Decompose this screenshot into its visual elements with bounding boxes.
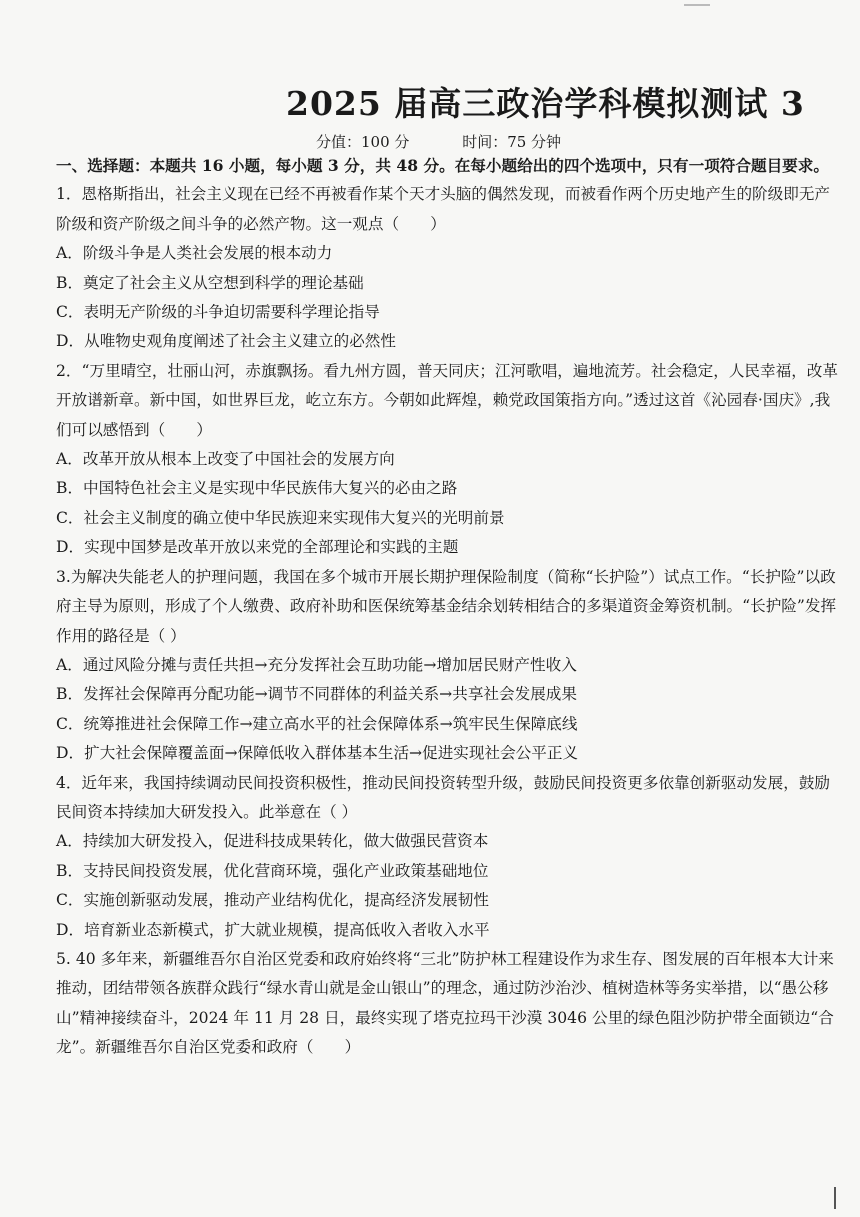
option-b: B．中国特色社会主义是实现中华民族伟大复兴的必由之路 <box>56 479 458 498</box>
scan-artifact <box>684 4 710 6</box>
option-c: C．实施创新驱动发展，推动产业结构优化，提高经济发展韧性 <box>56 891 489 910</box>
option-b: B．发挥社会保障再分配功能→调节不同群体的利益关系→共享社会发展成果 <box>56 685 577 704</box>
option-a: A．改革开放从根本上改变了中国社会的发展方向 <box>56 450 395 469</box>
option-b: B．奠定了社会主义从空想到科学的理论基础 <box>56 273 364 292</box>
option-a: A．通过风险分摊与责任共担→充分发挥社会互助功能→增加居民财产性收入 <box>56 655 577 674</box>
question-5 <box>56 945 842 1063</box>
question-3 <box>56 563 842 769</box>
question-stem: 4．近年来，我国持续调动民间投资积极性，推动民间投资转型升级，鼓励民间投资更多依靠创新驱动发展，鼓励民间资本持续加大研发投入。此举意在（ ） <box>56 773 831 821</box>
option-d: D．实现中国梦是改革开放以来党的全部理论和实践的主题 <box>56 538 459 557</box>
option-c: C．社会主义制度的确立使中华民族迎来实现伟大复兴的光明前景 <box>56 508 505 527</box>
exam-meta <box>316 131 561 152</box>
option-d: D．培育新业态新模式，扩大就业规模，提高低收入者收入水平 <box>56 920 490 939</box>
question-2 <box>56 357 842 563</box>
option-a: A．持续加大研发投入，促进科技成果转化，做大做强民营资本 <box>56 832 489 851</box>
scan-artifact <box>834 1187 836 1209</box>
option-b: B．支持民间投资发展，优化营商环境，强化产业政策基础地位 <box>56 861 489 880</box>
option-d: D．从唯物史观角度阐述了社会主义建立的必然性 <box>56 332 396 351</box>
question-stem: 2．“万里晴空，壮丽山河，赤旗飘扬。看九州方圆，普天同庆；江河歌唱，遍地流芳。社会稳定，人民幸福，改革开放谱新章。新中国，如世界巨龙，屹立东方。今朝如此辉煌，赖党政国策指方向。”透过这首《沁园春·国庆》,我们可以感悟到（ ） <box>56 361 838 439</box>
time-info: 时间：75 分钟 <box>462 133 562 151</box>
question-4 <box>56 769 842 945</box>
option-d: D．扩大社会保障覆盖面→保障低收入群体基本生活→促进实现社会公平正义 <box>56 744 579 763</box>
question-stem: 1．恩格斯指出，社会主义现在已经不再被看作某个天才头脑的偶然发现，而被看作两个历史地产生的阶级即无产阶级和资产阶级之间斗争的必然产物。这一观点（ ） <box>56 185 831 233</box>
score-info: 分值：100 分 <box>316 133 410 151</box>
question-stem: 5. 40 多年来，新疆维吾尔自治区党委和政府始终将“三北”防护林工程建设作为求生存、图发展的百年根本大计来推动，团结带领各族群众践行“绿水青山就是金山银山”的理念，通过防沙治沙、植树造林等务实举措，以“愚公移山”精神接续奋斗，2024 年 11 月 28 日，最终实现了塔克拉玛干沙漠 3046 公里的绿色阻沙防护带全面锁边“合龙”。新疆维吾尔自治区党委和政府（ ） <box>56 949 834 1057</box>
exam-title: 2025 届高三政治学科模拟测试 3 <box>286 84 805 123</box>
exam-content <box>56 151 842 1063</box>
option-a: A．阶级斗争是人类社会发展的根本动力 <box>56 244 333 263</box>
option-c: C．统筹推进社会保障工作→建立高水平的社会保障体系→筑牢民生保障底线 <box>56 714 578 733</box>
section-heading: 一、选择题：本题共 16 小题，每小题 3 分，共 48 分。在每小题给出的四个选项中，只有一项符合题目要求。 <box>56 156 829 175</box>
option-c: C．表明无产阶级的斗争迫切需要科学理论指导 <box>56 303 380 322</box>
question-stem: 3.为解决失能老人的护理问题，我国在多个城市开展长期护理保险制度（简称“长护险”）试点工作。“长护险”以政府主导为原则，形成了个人缴费、政府补助和医保统筹基金结余划转相结合的多渠道资金筹资机制。“长护险”发挥作用的路径是（ ） <box>56 567 837 645</box>
question-1 <box>56 180 842 356</box>
